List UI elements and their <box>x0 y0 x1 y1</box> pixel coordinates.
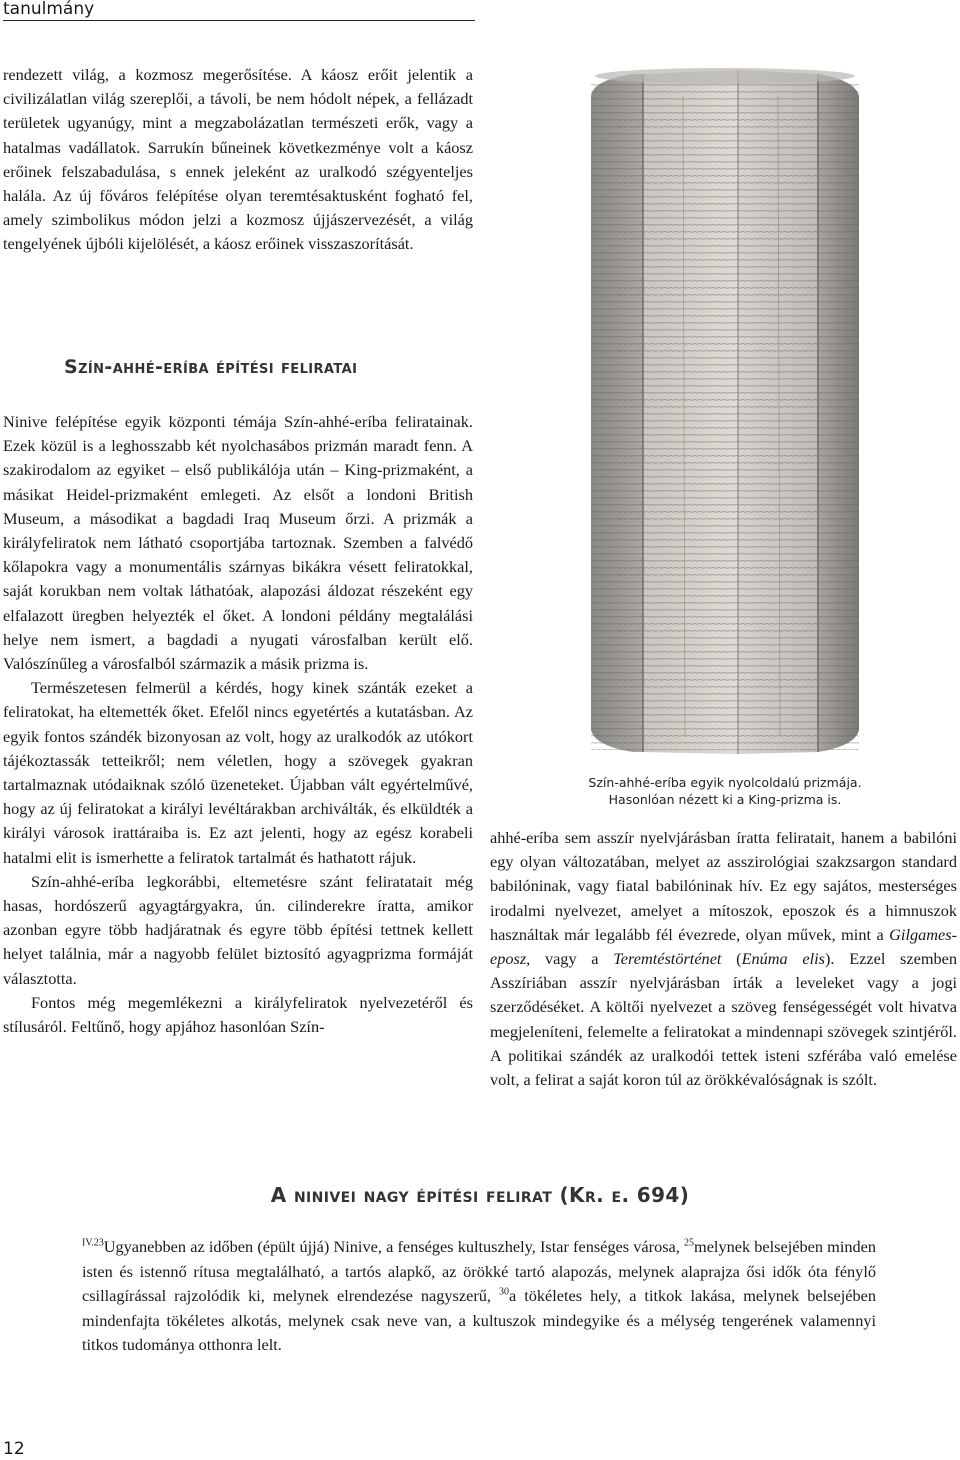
section-paragraph: Természetesen felmerül a kérdés, hogy kinek szánták ezeket a feliratokat, ha eltemették őket. Efelől nincs egyetértés a kutatásban. Az egyik fontos szándék bizonyosan az volt, hogy az uralkodók az utókort tájékoztassák tetteikről; nem véletlen, hogy a szövegek gyakran tartalmaznak utódaiknak szóló üzeneteket. Újabban vált egyértelművé, hogy az új feliratokat a királyi levéltárakban archiválták, és elküldték a királyi városok irattáraiba is. Ez azt jelenti, hogy az egész korabeli hatalmi elit is ismerhette a feliratok tartalmát és hathatott rájuk. <box>3 678 473 867</box>
caption-line-1: Szín-ahhé-eríba egyik nyolcoldalú prizmája. <box>588 775 862 790</box>
cuneiform-texture <box>591 80 859 750</box>
work-title: Enúma elis <box>741 949 826 969</box>
left-column-intro <box>3 63 473 257</box>
work-title: Teremtéstörténet <box>613 949 722 969</box>
section-paragraph: Szín-ahhé-eríba legkorábbi, eltemetésre szánt feliratatait még hasas, hordószerű agyagtárgyakra, ún. cilinderekre íratta, amikor azonban egyre több hadjáratnak és egyre több építési tettnek kellett helyet találnia, már a nagyobb felület biztosító agyagprizma formáját választotta. <box>3 871 473 988</box>
section-title: Szín-ahhé-eríba építési feliratai <box>64 356 358 378</box>
text-run: a tökéletes hely, a titkok lakása, melynek belsejében mindenfajta tökéletes alkotás, melynek csak neve van, a kultuszok mindegyike és a mélység tengerének valamennyi titkos tudománya otthonra lelt. <box>82 1286 876 1354</box>
caption-line-2: Hasonlóan nézett ki a King-prizma is. <box>608 792 842 807</box>
line-reference: IV.23 <box>82 1237 104 1249</box>
text-run: Ugyanebben az időben (épült újjá) Ninive, a fenséges kultuszhely, Istar fenséges városa, <box>103 1237 685 1256</box>
figure-caption <box>530 774 920 808</box>
section-paragraph: Fontos még megemlékezni a királyfeliratok nyelvezetéről és stílusáról. Feltűnő, hogy apjához hasonlóan Szín- <box>3 992 473 1037</box>
work-title: Gilgames-eposz, <box>490 924 957 969</box>
text-run: ( <box>721 949 742 969</box>
text-run: vagy a <box>530 949 614 969</box>
text-run: melynek belsejében minden isten és istennő rítusa megtalálható, a tartós alapkő, az örökké tartó alapozás, melynek alaprajza ősi idők óta fénylő csillagírással rajzolódik ki, melynek elrendezése nagyszerű, <box>82 1237 876 1305</box>
text-run: ahhé-eríba sem asszír nyelvjárásban íratta feliratait, hanem a babilóni egy olyan változatában, melyet az asszirológiai szakzsargon standard babilóninak, vagy fiatal babilóninak hív. Ez egy sajátos, mesterséges irodalmi nyelvezet, amelyet a mítoszok, eposzok és a himnuszok használtak már legalább fél évezrede, olyan művek, mint a <box>490 828 957 944</box>
right-column-paragraph <box>490 826 957 1092</box>
section-paragraph: Ninive felépítése egyik központi témája Szín-ahhé-eríba feliratainak. Ezek közül is a leghosszabb két nyolchasábos prizmán maradt fenn. A szakirodalom az egyiket – első publikálója után – King-prizmaként, a másikat Heidel-prizmaként emlegeti. Az elsőt a londoni British Museum, a másodikat a bagdadi Iraq Museum őrzi. A prizmák a királyfeliratok nem látható csoportjába tartoznak. Szemben a falvédő kőlapokra vagy a monumentális szárnyas bikákra vésett feliratokkal, saját korukban nem voltak láthatóak, alapozási áldozat részeként egy elfalazott üregben helyezték el őket. A londoni példány megtalálási helye nem ismert, a bagdadi a nyugati városfalban került elő. Valószínűleg a városfalból származik a másik prizma is. <box>3 412 473 674</box>
left-column-section <box>3 410 473 1039</box>
inscription-block <box>82 1235 876 1358</box>
inscription-title: A ninivei nagy építési felirat (Kr. e. 694) <box>270 1183 690 1207</box>
page-number: 12 <box>3 1439 25 1459</box>
line-reference: 30 <box>499 1286 509 1298</box>
running-head: tanulmány <box>3 0 475 21</box>
right-column <box>490 826 957 1092</box>
intro-paragraph: rendezett világ, a kozmosz megerősítése. A káosz erőit jelentik a civilizálatlan világ szereplői, a távoli, be nem hódolt népek, a fellázadt területek ugyanúgy, mint a megzabolázatlan természeti erők, vagy a hatalmas vadállatok. Sarrukín bűneinek következménye volt a káosz erőinek felszabadulása, s ennek jeleként az uralkodó szégyenteljes halála. Az új főváros felépítése olyan teremtésaktusként fogható fel, amely szimbolikus módon jelzi a kozmosz újjászervezését, a világ tengelyének újbóli kijelölését, a káosz erőinek visszaszorítását. <box>3 65 473 254</box>
text-run: ). Ezzel szemben Asszíriában asszír nyelvjárásban írták a leveleket vagy a jogi szerződéséket. A költői nyelvezet a szöveg fenségességét volt hivatva megjeleníteni, felemelte a feliratokat a mindennapi szövegek szintjéről. A politikai szándék az uralkodói tettek isteni szférába való emelése volt, a felirat a saját koron túl az örökkévalóságnak is szólt. <box>490 949 958 1090</box>
line-reference: 25 <box>684 1237 695 1249</box>
inscription-text <box>82 1235 876 1358</box>
prism-photo <box>573 66 873 754</box>
